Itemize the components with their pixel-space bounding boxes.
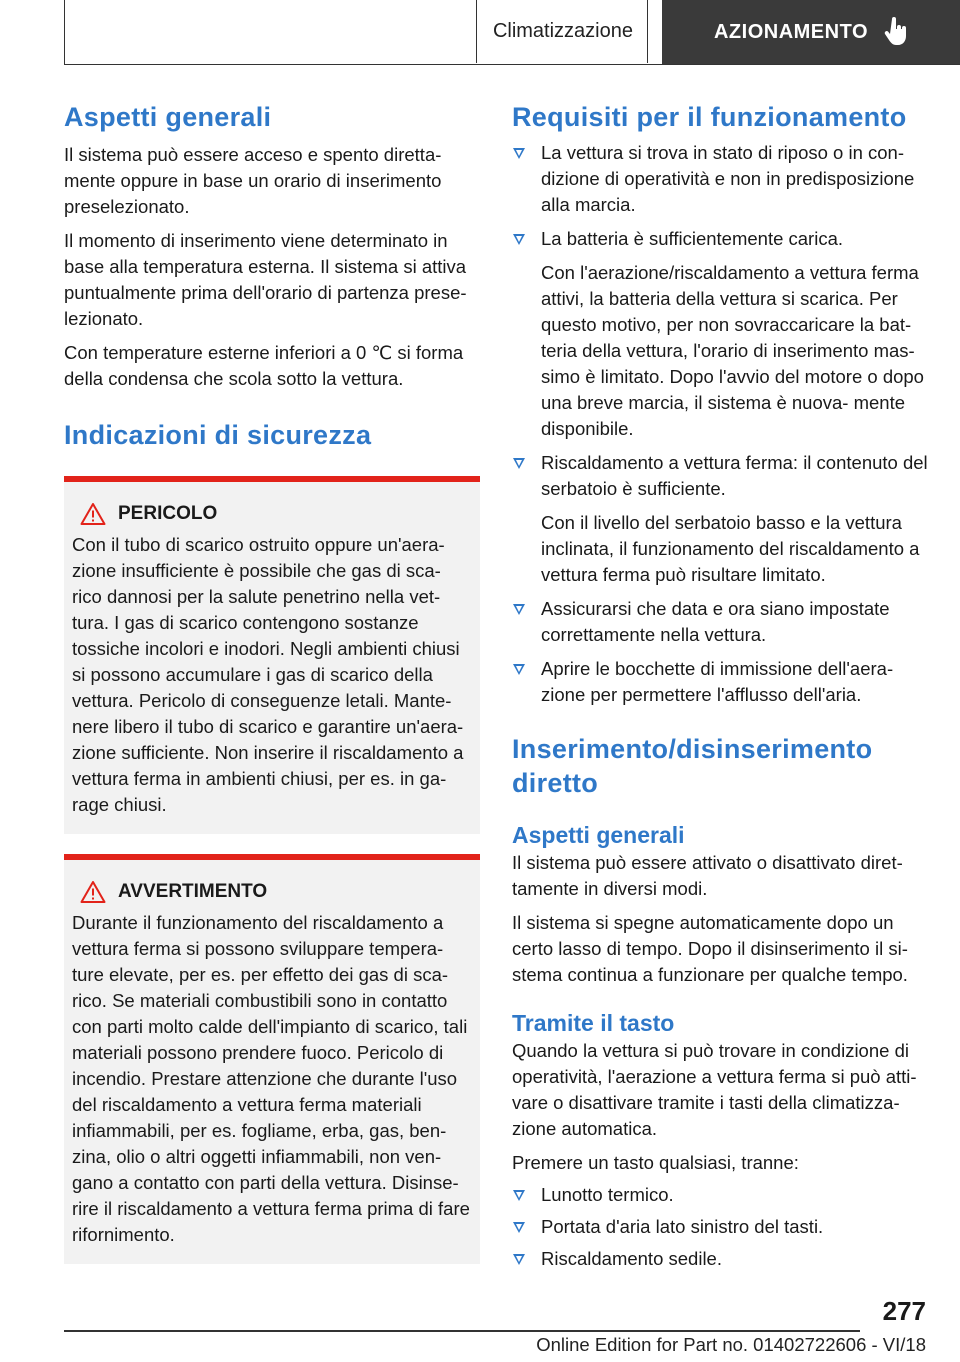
general-paragraph-3: Con temperature esterne inferiori a 0 ℃ si forma della condensa che scola sotto la vettura. bbox=[64, 342, 464, 389]
list-item-text: Aprire le bocchette di immissione dell'aera- zione per permettere l'afflusso dell'aria. bbox=[541, 658, 894, 705]
list-item bbox=[512, 1246, 930, 1272]
triangle-bullet-icon bbox=[513, 604, 525, 615]
requirements-list bbox=[512, 140, 930, 708]
heading-direct: Inserimento/disinserimento diretto bbox=[512, 734, 873, 798]
list-item bbox=[512, 450, 930, 588]
button-paragraph-2: Premere un tasto qualsiasi, tranne: bbox=[512, 1152, 799, 1173]
danger-text: Con il tubo di scarico ostruito oppure un'aera- zione insufficiente è possibile che gas di sca- rico dannosi per la salute penetrino nella vet- tura. I gas di scarico contengono sostanze tossiche incolori e inodori. Negli ambienti chiusi si possono accumulare i gas di scarico della vettura. Pericolo di conseguenze letali. Mante- nere libero il tubo di scarico e garantire un'aera- zione sufficiente. Non inserire il riscaldamento a vettura ferma in ambienti chiusi, per es. in ga- rage chiusi. bbox=[72, 534, 464, 815]
triangle-bullet-icon bbox=[513, 1222, 525, 1233]
warning-triangle-icon bbox=[80, 880, 106, 904]
warning-text: Durante il funzionamento del riscaldamento a vettura ferma si possono sviluppare tempera- ture elevate, per es. per effetto dei gas di sca- rico. Se materiali combustibili sono in contatto con parti molto calde dell'impianto di scarico, tali materiali possono prendere fuoco. Pericolo di incendio. Prestare attenzione che durante l'uso del riscaldamento a vettura ferma materiali infiammabili, per es. fogliame, erba, gas, ben- zina, olio o altri oggetti infiammabili, non ven- gano a contatto con parti della vettura. Disinse- rire il riscaldamento a vettura ferma prima di fare rifornimento. bbox=[72, 912, 470, 1245]
general2-paragraph-1: Il sistema può essere attivato o disattivato diret- tamente in diversi modi. bbox=[512, 852, 903, 899]
exceptions-list bbox=[512, 1182, 930, 1272]
heading-requirements: Requisiti per il funzionamento bbox=[512, 102, 907, 132]
right-column bbox=[512, 100, 930, 1272]
list-item bbox=[512, 596, 930, 648]
list-item-note: Con l'aerazione/riscaldamento a vettura ferma attivi, la batteria della vettura si scarica. Per questo motivo, per non sovraccaricare la bat- teria della vettura, l'orario di inserimento mas- simo è limitato. Dopo l'avvio del motore o dopo una breve marcia, il sistema è nuova- mente disponibile. bbox=[541, 262, 924, 439]
chapter-title: AZIONAMENTO bbox=[713, 20, 868, 43]
footer-edition: Online Edition for Part no. 01402722606 - VI/18 bbox=[536, 1334, 926, 1355]
list-item-text: Assicurarsi che data e ora siano impostate correttamente nella vettura. bbox=[541, 598, 890, 645]
footer-divider bbox=[64, 1330, 860, 1332]
heading-safety: Indicazioni di sicurezza bbox=[64, 420, 372, 450]
heading-button: Tramite il tasto bbox=[512, 1010, 675, 1036]
pointing-hand-icon bbox=[884, 17, 908, 47]
section-tab bbox=[476, 0, 648, 63]
list-item bbox=[512, 1214, 930, 1240]
list-item-text: Riscaldamento sedile. bbox=[541, 1248, 722, 1269]
triangle-bullet-icon bbox=[513, 664, 525, 675]
list-item-text: Riscaldamento a vettura ferma: il contenuto del serbatoio è sufficiente. bbox=[541, 452, 928, 499]
danger-title-row bbox=[72, 502, 472, 526]
list-item bbox=[512, 140, 930, 218]
warning-triangle-icon bbox=[80, 502, 106, 526]
list-item-note: Con il livello del serbatoio basso e la vettura inclinata, il funzionamento del riscaldamento a vettura ferma può risultare limitato. bbox=[541, 512, 920, 585]
heading-general-2: Aspetti generali bbox=[512, 822, 685, 848]
general-paragraph-2: Il momento di inserimento viene determinato in base alla temperatura esterna. Il sistema si attiva puntualmente prima dell'orario di partenza prese- lezionato. bbox=[64, 230, 467, 329]
chapter-tab bbox=[662, 0, 960, 64]
list-item bbox=[512, 226, 930, 442]
triangle-bullet-icon bbox=[513, 458, 525, 469]
list-item-text: La vettura si trova in stato di riposo o in con- dizione di operatività e non in predisposizione alla marcia. bbox=[541, 142, 915, 215]
left-column bbox=[64, 100, 480, 1264]
triangle-bullet-icon bbox=[513, 234, 525, 245]
list-item bbox=[512, 1182, 930, 1208]
general-paragraph-1: Il sistema può essere acceso e spento diretta- mente oppure in base un orario di inserimento preselezionato. bbox=[64, 144, 442, 217]
list-item-text: Lunotto termico. bbox=[541, 1184, 674, 1205]
page-number: 277 bbox=[882, 1296, 926, 1326]
warning-title-row bbox=[72, 880, 472, 904]
triangle-bullet-icon bbox=[513, 1190, 525, 1201]
list-item bbox=[512, 656, 930, 708]
heading-general: Aspetti generali bbox=[64, 102, 272, 132]
button-paragraph-1: Quando la vettura si può trovare in condizione di operatività, l'aerazione a vettura ferma si può atti- vare o disattivare tramite i tasti della climatizza- zione automatica. bbox=[512, 1040, 917, 1139]
list-item-text: Portata d'aria lato sinistro del tasti. bbox=[541, 1216, 824, 1237]
general2-paragraph-2: Il sistema si spegne automaticamente dopo un certo lasso di tempo. Dopo il disinserimento il si- stema continua a funzionare per qualche tempo. bbox=[512, 912, 908, 985]
danger-box bbox=[64, 476, 480, 834]
warning-title: AVVERTIMENTO bbox=[118, 881, 268, 902]
section-title: Climatizzazione bbox=[492, 20, 633, 42]
triangle-bullet-icon bbox=[513, 148, 525, 159]
danger-title: PERICOLO bbox=[118, 503, 218, 524]
triangle-bullet-icon bbox=[513, 1254, 525, 1265]
warning-box bbox=[64, 854, 480, 1264]
list-item-text: La batteria è sufficientemente carica. bbox=[541, 228, 843, 249]
